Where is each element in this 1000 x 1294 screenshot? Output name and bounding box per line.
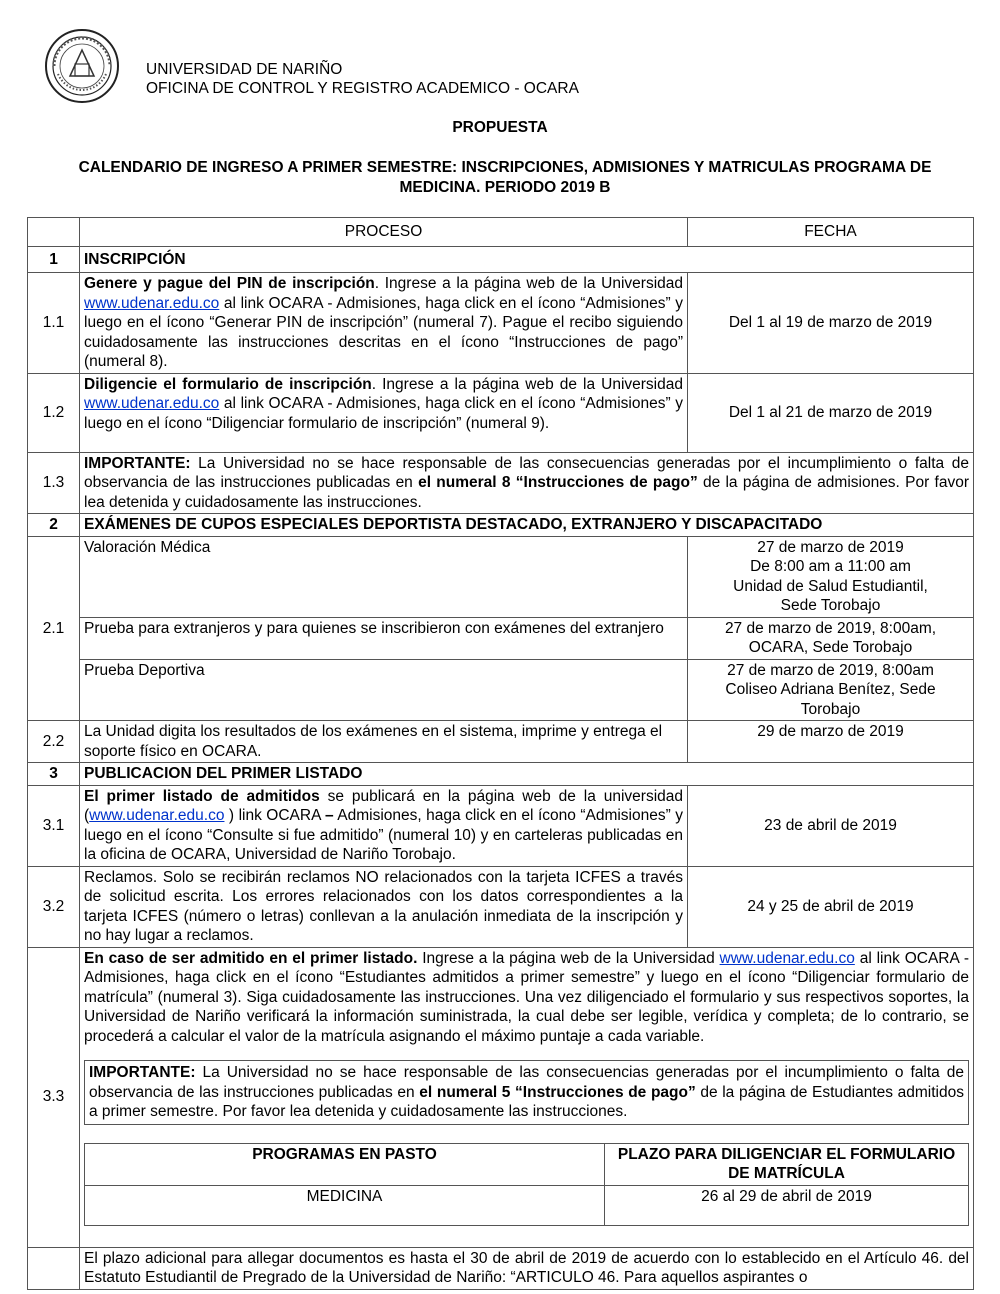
section-row xyxy=(28,514,974,537)
row-date: 23 de abril de 2019 xyxy=(688,785,974,866)
row-description: La Unidad digita los resultados de los exámenes en el sistema, imprime y entrega el soporte físico en OCARA. xyxy=(80,721,688,763)
row-date: 27 de marzo de 2019, 8:00am Coliseo Adriana Benítez, Sede Torobajo xyxy=(688,659,974,721)
row-description: El plazo adicional para allegar documentos es hasta el 30 de abril de 2019 de acuerdo con lo establecido en el Artículo 46. del Estatuto Estudiantil de Pregrado de la Universidad de Nariño: “ARTICULO 46. Para aquellos aspirantes o xyxy=(80,1247,974,1289)
calendar-table xyxy=(27,217,974,1290)
row-date: 27 de marzo de 2019, 8:00am, OCARA, Sede Torobajo xyxy=(688,617,974,659)
program-deadline: 26 al 29 de abril de 2019 xyxy=(605,1185,969,1225)
row-number: 2.2 xyxy=(28,721,80,763)
table-row xyxy=(28,785,974,866)
table-row xyxy=(28,721,974,763)
row-description: El primer listado de admitidos se publicará en la página web de la universidad (www.udenar.edu.co ) link OCARA – Admisiones, haga click en el ícono “Admisiones” y luego en el ícono “Consulte si fue admitido” (numeral 10) y en carteleras publicadas en la oficina de OCARA, Universidad de Nariño Torobajo. xyxy=(80,785,688,866)
office-name: OFICINA DE CONTROL Y REGISTRO ACADEMICO - OCARA xyxy=(146,80,579,97)
table-row xyxy=(28,373,974,452)
row-description: Valoración Médica xyxy=(80,536,688,617)
row-date: 27 de marzo de 2019 De 8:00 am a 11:00 am Unidad de Salud Estudiantil, Sede Torobajo xyxy=(688,536,974,617)
table-row xyxy=(28,866,974,947)
row-number: 3.3 xyxy=(28,947,80,1247)
section-title: PUBLICACION DEL PRIMER LISTADO xyxy=(80,763,974,786)
col-proceso: PROCESO xyxy=(80,218,688,247)
section-title: INSCRIPCIÓN xyxy=(80,247,974,273)
udenar-link[interactable]: www.udenar.edu.co xyxy=(719,949,855,967)
udenar-link[interactable]: www.udenar.edu.co xyxy=(84,395,220,412)
row-date: 24 y 25 de abril de 2019 xyxy=(688,866,974,947)
row-number: 1.1 xyxy=(28,273,80,374)
section-number: 1 xyxy=(28,247,80,273)
row-number: 1.3 xyxy=(28,452,80,514)
university-name: UNIVERSIDAD DE NARIÑO xyxy=(146,61,343,78)
section-row xyxy=(28,247,974,273)
section-row xyxy=(28,763,974,786)
table-row xyxy=(28,659,974,721)
row-date: 29 de marzo de 2019 xyxy=(688,721,974,763)
section-number: 2 xyxy=(28,514,80,537)
program-name: MEDICINA xyxy=(85,1185,605,1225)
udenar-link[interactable]: www.udenar.edu.co xyxy=(84,294,220,312)
university-seal-icon xyxy=(44,28,120,104)
important-note: IMPORTANTE: La Universidad no se hace responsable de las consecuencias generadas por el incumplimiento o falta de observancia de las instrucciones publicadas en el numeral 8 “Instrucciones de pago” de la página de admisiones. Por favor lea detenida y cuidadosamente las instrucciones. xyxy=(80,452,974,514)
row-description: Reclamos. Solo se recibirán reclamos NO relacionados con la tarjeta ICFES a través de solicitud escrita. Los errores relacionados con los datos correspondientes a la tarjeta ICFES (número o letras) conllevan a la anulación inmediata de la inscripción y no hay lugar a reclamos. xyxy=(80,866,688,947)
document-label: PROPUESTA xyxy=(452,119,548,136)
table-row xyxy=(28,273,974,374)
row-description: Genere y pague del PIN de inscripción. Ingrese a la página web de la Universidad www.udenar.edu.co al link OCARA - Admisiones, haga click en el ícono “Admisiones” y luego en el ícono “Generar PIN de inscripción” (numeral 7). Pague el recibo siguiendo cuidadosamente las instrucciones descritas en el ícono “Instrucciones de pago” (numeral 8). xyxy=(80,273,688,374)
section-number: 3 xyxy=(28,763,80,786)
table-header-row xyxy=(28,218,974,247)
section-title: EXÁMENES DE CUPOS ESPECIALES DEPORTISTA DESTACADO, EXTRANJERO Y DISCAPACITADO xyxy=(80,514,974,537)
row-number: 3.1 xyxy=(28,785,80,866)
table-row xyxy=(28,947,974,1247)
col-programas: PROGRAMAS EN PASTO xyxy=(85,1143,605,1185)
document-title: CALENDARIO DE INGRESO A PRIMER SEMESTRE: INSCRIPCIONES, ADMISIONES Y MATRICULAS PROGRAMA DE MEDICINA. PERIODO 2019 B xyxy=(78,159,932,196)
inner-header-row xyxy=(85,1143,969,1185)
row-description: En caso de ser admitido en el primer listado. Ingrese a la página web de la Universidad www.udenar.edu.co al link OCARA - Admisiones, haga click en el ícono “Estudiantes admitidos a primer semestre” y luego en el ícono “Diligenciar formulario de matrícula” (numeral 3). Siga cuidadosamente las instrucciones. Una vez diligenciado el formulario y sus respectivos soportes, la Universidad de Nariño verificará la información suministrada, la cual debe ser legible, verídica y completa; de lo contrario, se procederá a calcular el valor de la matrícula asignando el máximo puntaje a cada variable. IMPORTANTE: La Universidad no se hace responsable de las consecuencias generadas por el incumplimiento o falta de observancia de las instrucciones publicadas en el numeral 5 “Instrucciones de pago” de la página de Estudiantes admitidos a primer semestre. Por favor lea detenida y cuidadosamente las instrucciones. PROGRAMAS EN PASTO PLAZO PARA DILIGENCIAR EL FORMULARIO DE MATRÍCULA MEDICINA 26 al 29 de abril de 2019 xyxy=(80,947,974,1247)
row-number: 3.2 xyxy=(28,866,80,947)
row-number: 2.1 xyxy=(28,536,80,721)
table-row xyxy=(28,1247,974,1289)
row-description: Prueba para extranjeros y para quienes se inscribieron con exámenes del extranjero xyxy=(80,617,688,659)
row-date: Del 1 al 19 de marzo de 2019 xyxy=(688,273,974,374)
inner-row xyxy=(85,1185,969,1225)
udenar-link[interactable]: www.udenar.edu.co xyxy=(89,807,225,824)
table-row xyxy=(28,536,974,617)
col-plazo: PLAZO PARA DILIGENCIAR EL FORMULARIO DE MATRÍCULA xyxy=(605,1143,969,1185)
table-row xyxy=(28,617,974,659)
table-row xyxy=(28,452,974,514)
col-fecha: FECHA xyxy=(688,218,974,247)
row-number: 1.2 xyxy=(28,373,80,452)
important-note: IMPORTANTE: La Universidad no se hace responsable de las consecuencias generadas por el incumplimiento o falta de observancia de las instrucciones publicadas en el numeral 5 “Instrucciones de pago” de la página de Estudiantes admitidos a primer semestre. Por favor lea detenida y cuidadosamente las instrucciones. xyxy=(84,1060,969,1125)
row-description: Prueba Deportiva xyxy=(80,659,688,721)
row-description: Diligencie el formulario de inscripción. Ingrese a la página web de la Universidad www.udenar.edu.co al link OCARA - Admisiones, haga click en el ícono “Admisiones” y luego en el ícono “Diligenciar formulario de inscripción” (numeral 9). xyxy=(80,373,688,452)
programs-table xyxy=(84,1143,969,1226)
row-date: Del 1 al 21 de marzo de 2019 xyxy=(688,373,974,452)
